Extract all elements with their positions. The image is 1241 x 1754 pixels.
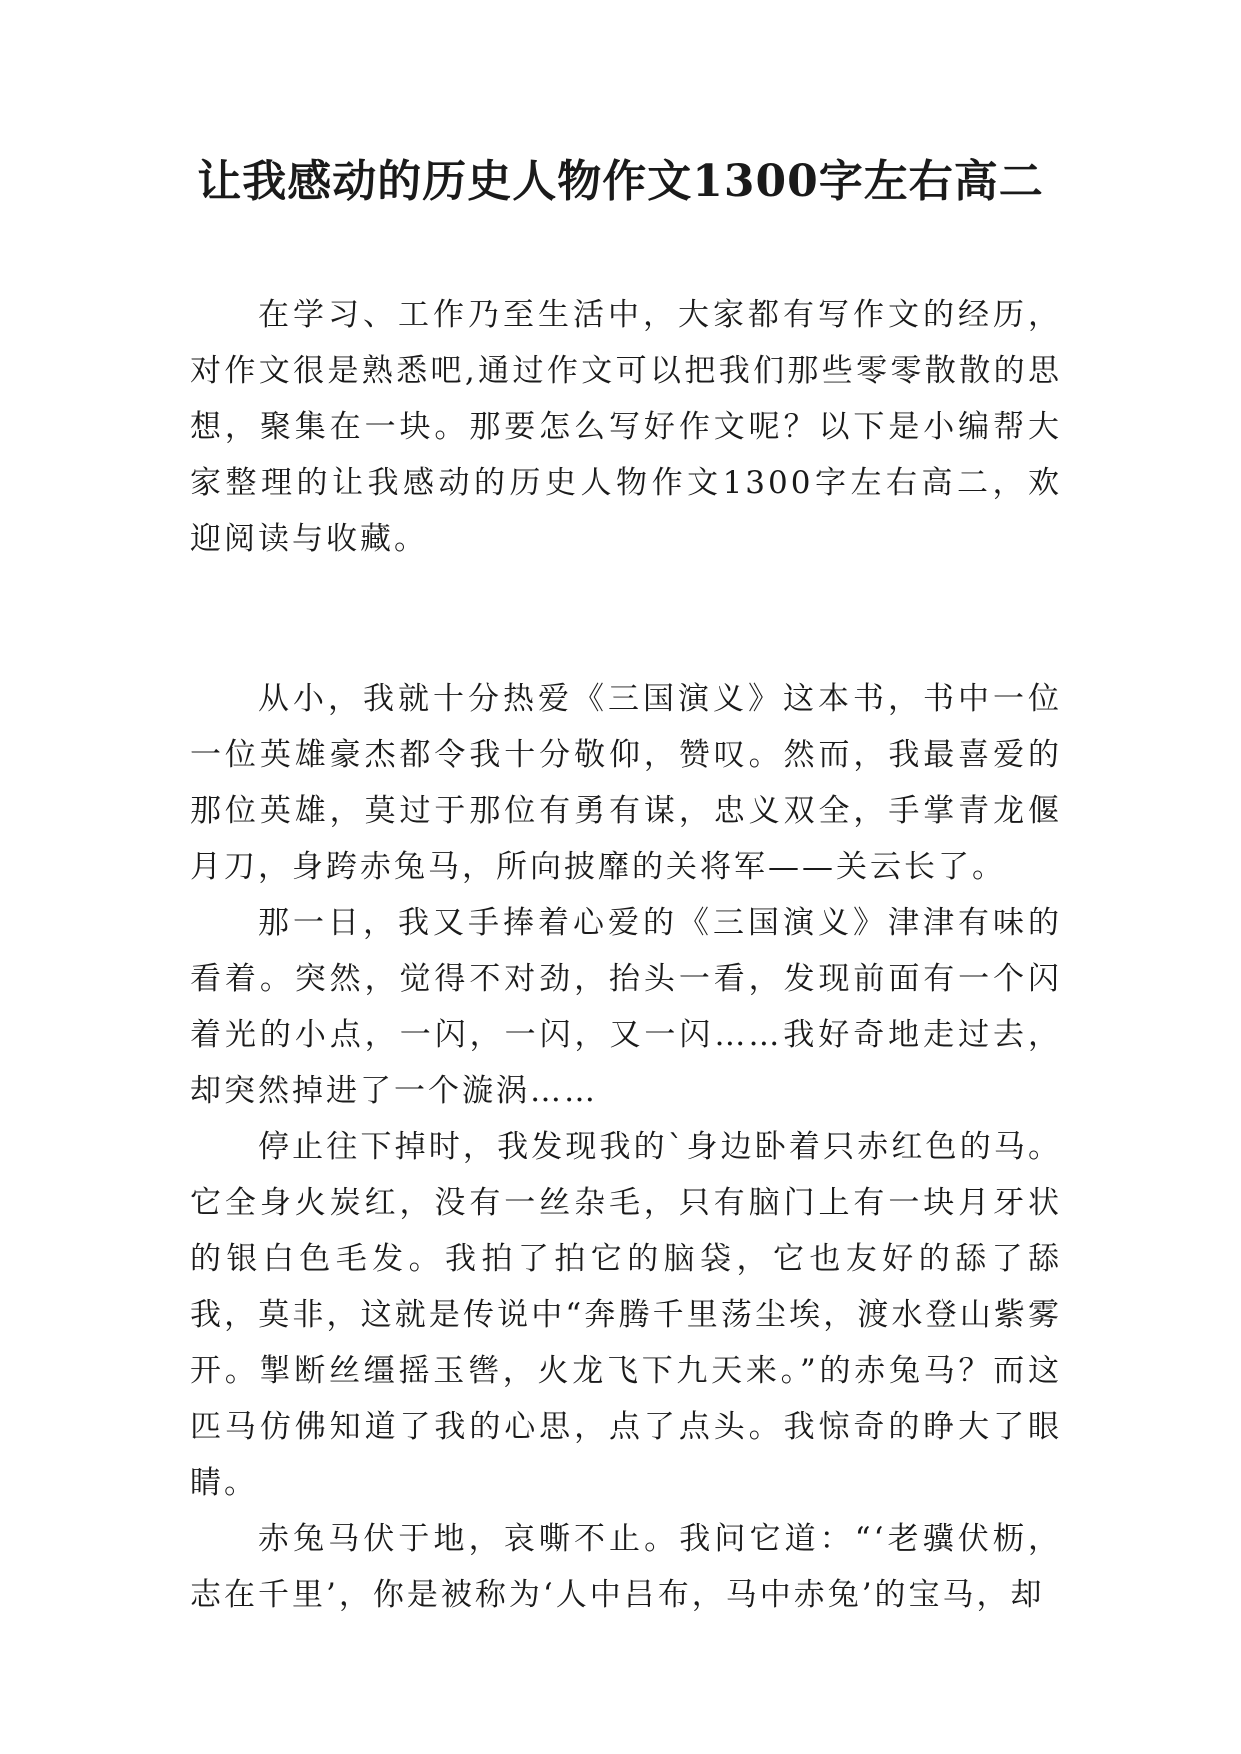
document-title: 让我感动的历史人物作文1300字左右高二: [197, 156, 1044, 207]
body-paragraph: 赤兔马伏于地，哀嘶不止。我问它道：“‘老骥伏枥，志在千里’，你是被称为‘人中吕布，马中赤兔’的宝马，却: [190, 1521, 1062, 1613]
document-body: [190, 287, 1062, 1623]
paragraph-gap: [190, 567, 1062, 671]
body-paragraph: 从小，我就十分热爱《三国演义》这本书，书中一位一位英雄豪杰都令我十分敬仰，赞叹。然而，我最喜爱的那位英雄，莫过于那位有勇有谋，忠义双全，手掌青龙偃月刀，身跨赤兔马，所向披靡的关将军——关云长了。: [190, 681, 1062, 885]
body-paragraph: 停止往下掉时，我发现我的`身边卧着只赤红色的马。它全身火炭红，没有一丝杂毛，只有脑门上有一块月牙状的银白色毛发。我拍了拍它的脑袋，它也友好的舔了舔我，莫非，这就是传说中“奔腾千里荡尘埃，渡水登山紫雾开。掣断丝缰摇玉辔，火龙飞下九天来。”的赤兔马？而这匹马仿佛知道了我的心思，点了点头。我惊奇的睁大了眼睛。: [190, 1129, 1062, 1501]
intro-paragraph: 在学习、工作乃至生活中，大家都有写作文的经历，对作文很是熟悉吧,通过作文可以把我们那些零零散散的思想，聚集在一块。那要怎么写好作文呢？以下是小编帮大家整理的让我感动的历史人物作文1300字左右高二，欢迎阅读与收藏。: [190, 297, 1062, 557]
body-paragraph: 那一日，我又手捧着心爱的《三国演义》津津有味的看着。突然，觉得不对劲，抬头一看，发现前面有一个闪着光的小点，一闪，一闪，又一闪……我好奇地走过去，却突然掉进了一个漩涡……: [190, 905, 1062, 1109]
